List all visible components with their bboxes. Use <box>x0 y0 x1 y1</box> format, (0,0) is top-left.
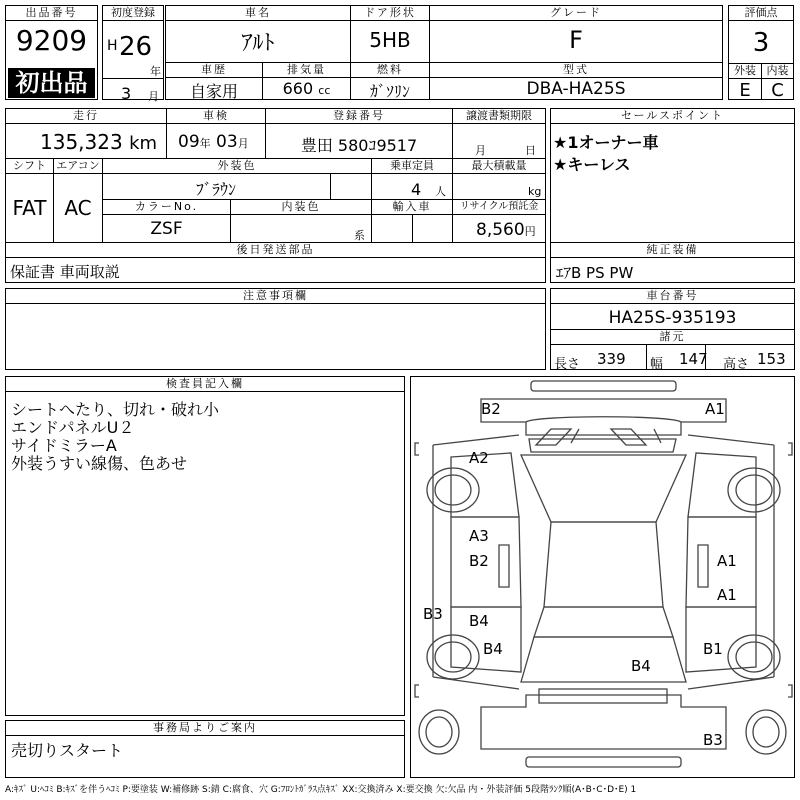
damage-mark-b4-rear-left: B4 <box>483 640 503 658</box>
chassis-header: 車台番号 <box>550 288 795 304</box>
registration-number: 豊田 580ｺ9517 <box>300 136 418 155</box>
transfer-header: 譲渡書類期限 <box>452 108 546 124</box>
cc-unit: cc <box>318 84 331 97</box>
notes-box <box>5 288 546 370</box>
lot-number-header: 出品番号 <box>5 5 98 21</box>
height-label: 高さ <box>723 357 750 372</box>
damage-mark-b2-left: B2 <box>469 552 489 570</box>
later-parts-header: 後日発送部品 <box>5 242 546 258</box>
recycle-header: リサイクル預託金 <box>452 199 546 215</box>
inspection-date <box>178 132 249 152</box>
air-conditioner: AC <box>64 196 92 220</box>
score: 3 <box>752 28 770 58</box>
ac-header: エアコン <box>53 158 103 174</box>
office-header: 事務局よりご案内 <box>5 720 405 736</box>
damage-mark-b4-rear: B4 <box>631 657 651 675</box>
recycle-fee <box>476 220 536 240</box>
damage-mark-b3-rear: B3 <box>703 731 723 749</box>
damage-mark-a2: A2 <box>469 449 489 467</box>
mileage <box>40 130 157 154</box>
exterior-header: 外装 <box>728 63 762 79</box>
damage-mark-b2-front: B2 <box>481 400 501 418</box>
door-header: ドア形状 <box>350 5 430 21</box>
color-number: ZSF <box>150 219 183 239</box>
shift: FAT <box>12 196 47 220</box>
capacity-unit: 人 <box>435 185 446 198</box>
genuine-header: 純正装備 <box>550 242 795 258</box>
office-note: 売切りスタート <box>11 741 124 760</box>
inspector-box <box>5 376 405 716</box>
genuine-equipment-box <box>550 242 795 283</box>
sales-point-box <box>550 108 795 243</box>
model-code: DBA-HA25S <box>526 79 626 99</box>
first-registration-header: 初度登録 <box>102 5 164 21</box>
int-color-suffix: 系 <box>354 229 365 242</box>
damage-mark-b4-left: B4 <box>469 612 489 630</box>
reg-no-header: 登録番号 <box>265 108 453 124</box>
sales-point-2: ★キーレス <box>553 155 631 174</box>
month-unit: 月 <box>148 90 159 103</box>
later-parts: 保証書 車両取説 <box>10 263 120 281</box>
displacement-header: 排気量 <box>262 62 351 78</box>
dims-header: 諸元 <box>550 329 795 345</box>
fuel: ｶﾞｿﾘﾝ <box>369 82 410 101</box>
height: 153 <box>757 350 786 368</box>
damage-mark-a1-front: A1 <box>705 400 725 418</box>
recycle-value: 8,560 <box>476 220 525 240</box>
insp-year-unit: 年 <box>199 137 211 150</box>
first-reg-month: 3 <box>121 84 132 103</box>
first-reg-year: 26 <box>119 32 153 62</box>
insp-month: 03 <box>216 132 238 152</box>
fuel-header: 燃料 <box>350 62 430 78</box>
chassis-box <box>550 288 795 370</box>
car-outline <box>411 377 794 777</box>
first-listing-badge: 初出品 <box>8 68 95 98</box>
ext-color-header: 外装色 <box>102 158 372 174</box>
import-header: 輸入車 <box>371 199 453 215</box>
mileage-value: 135,323 <box>40 130 123 154</box>
inspector-note-1: シートへたり、切れ・破れ小 <box>11 400 220 419</box>
km-unit: km <box>129 133 158 154</box>
capacity: 4 <box>411 180 422 199</box>
yen-unit: 円 <box>524 225 536 238</box>
inspector-note-2: エンドパネルU２ <box>11 418 135 437</box>
door-type: 5HB <box>369 28 411 52</box>
interior-header: 内装 <box>761 63 794 79</box>
exterior-grade: E <box>739 80 751 101</box>
insp-year: 09 <box>178 132 200 152</box>
score-box <box>728 5 794 100</box>
genuine-equipment: ｴｱB PS PW <box>556 264 634 282</box>
damage-mark-b1: B1 <box>703 640 723 658</box>
lot-number-box <box>5 5 98 100</box>
mileage-header: 走行 <box>5 108 167 124</box>
score-header: 評価点 <box>728 5 794 21</box>
inspector-header: 検査員記入欄 <box>5 376 405 392</box>
chassis-number: HA25S-935193 <box>608 308 737 328</box>
interior-grade: C <box>771 80 784 101</box>
transfer-day: 日 <box>525 144 536 157</box>
sales-point-1: ★1オーナー車 <box>553 133 659 152</box>
transfer-month: 月 <box>475 144 486 157</box>
width: 147 <box>679 350 708 368</box>
history-header: 車歴 <box>165 62 263 78</box>
grade-header: グレード <box>429 5 723 21</box>
first-registration-box <box>102 5 164 103</box>
model-code-header: 型式 <box>429 62 723 78</box>
era: H <box>107 38 118 54</box>
office-box <box>5 720 405 778</box>
insp-month-unit: 月 <box>237 137 249 150</box>
length: 339 <box>597 350 626 368</box>
max-load-header: 最大積載量 <box>452 158 546 174</box>
kg-unit: kg <box>528 185 542 198</box>
width-label: 幅 <box>650 357 664 372</box>
color-no-header: カラーNo. <box>102 199 231 215</box>
car-name: ｱﾙﾄ <box>241 31 275 56</box>
shift-header: シフト <box>5 158 54 174</box>
capacity-header: 乗車定員 <box>371 158 453 174</box>
displacement-value: 660 <box>282 79 314 98</box>
inspection-header: 車検 <box>166 108 266 124</box>
car-name-header: 車名 <box>165 5 351 21</box>
damage-mark-b3-left: B3 <box>423 605 443 623</box>
damage-mark-a1-right-2: A1 <box>717 586 737 604</box>
inspector-note-3: サイドミラーA <box>11 436 117 455</box>
damage-mark-a3: A3 <box>469 527 489 545</box>
notes-header: 注意事項欄 <box>5 288 546 304</box>
damage-diagram <box>410 376 795 778</box>
int-color-header: 内装色 <box>230 199 372 215</box>
year-unit: 年 <box>150 65 161 78</box>
sales-point-header: セールスポイント <box>550 108 795 124</box>
damage-mark-a1-right-1: A1 <box>717 552 737 570</box>
displacement <box>262 79 351 98</box>
legend: A:ｷｽﾞ U:ﾍｺﾐ B:ｷｽﾞを伴うﾍｺﾐ P:要塗装 W:補修跡 S:錆 C:腐食、穴 G:ﾌﾛﾝﾄｶﾞﾗｽ点ｷｽﾞ XX:交換済み X:要交換 欠:欠品 内・外装評価 5段階ﾗﾝｸ順(A･B･C･D･E) 1 <box>5 785 637 795</box>
length-label: 長さ <box>554 357 581 372</box>
history: 自家用 <box>189 82 238 101</box>
inspector-note-4: 外装うすい線傷、色あせ <box>11 454 188 473</box>
grade: F <box>569 26 583 54</box>
lot-number: 9209 <box>15 24 88 57</box>
exterior-color: ﾌﾞﾗｳﾝ <box>195 180 236 199</box>
